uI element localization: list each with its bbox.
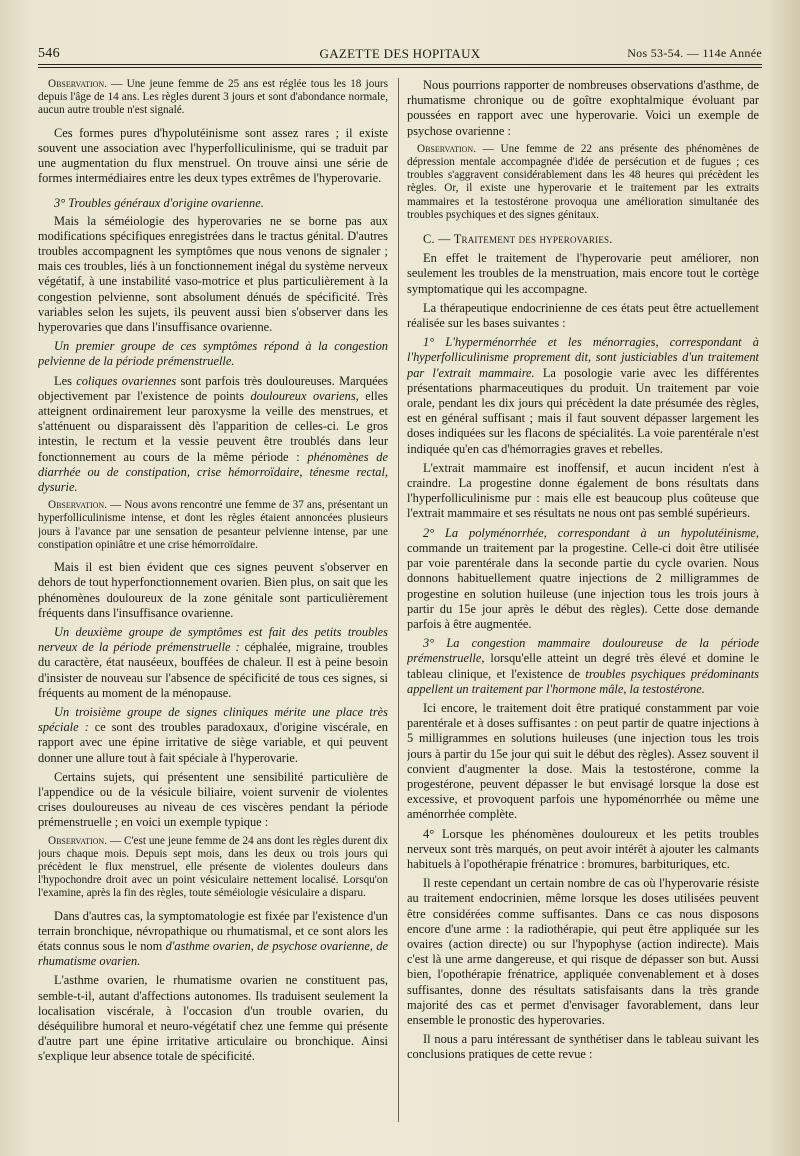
body-paragraph: Certains sujets, qui présentent une sensibilité particulière de l'appendice ou de la vésicule biliaire, voient survenir de violentes crises douloureuses au niveau de ces viscères pendant la période prémenstruelle ; en voici un exemple typique : xyxy=(38,769,388,830)
body-paragraph: Mais il est bien évident que ces signes peuvent s'observer en dehors de tout hyperfonctionnement ovarien. Bien plus, on sait que les phénomènes douloureux de la zone génitale sont particulièrement fréquents dans l'insuffisance ovarienne. xyxy=(38,560,388,620)
italic-text: coliques ovariennes xyxy=(76,373,177,388)
observation-label: Observation. xyxy=(48,834,107,847)
body-paragraph xyxy=(407,526,759,632)
observation-paragraph xyxy=(38,499,388,552)
body-paragraph: En effet le traitement de l'hyperovarie peut améliorer, non seulement les troubles de la menstruation, mais encore tout le cortège symptomatique qui les accompagne. xyxy=(407,251,759,296)
text-run: La posologie varie avec les différentes présentations pharmaceutiques du produit. Un traitement par voie orale, pendant les dix jours qui précèdent la date présumée des règles, est en général suffisant ; mais il faut souvent dépasser largement les doses indiquées sur les flacons de spécialités. La voie parentérale n'est indiquée qu'en cas d'hémorragies graves et rebelles. xyxy=(407,365,759,456)
body-paragraph xyxy=(38,625,388,701)
italic-text: Un premier groupe de ces symptômes répond à la congestion pelvienne de la période prémenstruelle. xyxy=(38,339,388,369)
body-paragraph: Il reste cependant un certain nombre de cas où l'hyperovarie résiste au traitement endocrinien, même lorsque les doses utilisées peuvent être considérées comme suffisantes. Dans ce cas nous disposons encore d'une arme : la radiothérapie, qui peut être appliquée sur les ovaires (action directe) ou sur l'hypophyse (action indirecte). Mais c'est là une arme dangereuse, et qui risque de dépasser son but. Aussi bien, l'opothérapie frénatrice, appliquée convenablement et à doses suffisantes, donne des résultats satisfaisants dans la très grande majorité des cas et permet d'envisager favorablement, dans leur ensemble le pronostic des hyperovaries. xyxy=(407,876,759,1027)
page-header xyxy=(38,42,762,64)
header-rule-thin xyxy=(38,67,762,68)
header-rule xyxy=(38,64,762,65)
body-paragraph xyxy=(38,909,388,970)
observation-label: Observation. xyxy=(48,78,107,90)
text-run: Les xyxy=(54,373,77,388)
body-paragraph: Mais la séméiologie des hyperovaries ne se borne pas aux modifications spécifiques enregistrées dans le tractus génital. D'autres troubles accompagnent les symptômes que nous venons de signaler ; mais ces troubles, liés à un fonctionnement inégal du système nerveux végétatif, à une instabilité vaso-motrice et plus particulièrement à la congestion pelvienne, sont absolument dénués de spécificité. Très variables selon les sujets, ils peuvent aussi bien s'observer dans les hyperovaries que dans l'insuffisance ovarienne. xyxy=(38,213,388,335)
text-run: sont parfois très douloureuses. Marquées objectivement par l'existence de points xyxy=(38,373,388,403)
text-run: lorsqu'elle atteint un degré très élevé et domine le tableau clinique, et l'existence de xyxy=(407,651,759,681)
text-run: Dans d'autres cas, la symptomatologie est fixée par l'existence d'un terrain bronchique, névropathique ou rhumatismal, et ce sont alors les états connus sous le nom xyxy=(38,908,388,953)
observation-label: Observation. xyxy=(48,499,107,512)
italic-text: Un troisième groupe de signes cliniques mérite une place très spéciale : xyxy=(38,704,388,735)
italic-text: douloureux ovariens, xyxy=(250,388,359,403)
body-paragraph xyxy=(38,374,388,496)
italic-text: 1° L'hyperménorrhée et les ménorragies, correspondant à l'hyperfolliculinisme proprement dit, sont justiciables d'un traitement par l'extrait mammaire. xyxy=(407,335,759,380)
italic-text: 2° La polyménorrhée, correspondant à un hypolutéinisme, xyxy=(423,525,759,540)
body-paragraph: 4° Lorsque les phénomènes douloureux et les petits troubles nerveux sont très marqués, on peut avoir intérêt à ajouter les calmants habituels à l'opothérapie frénatrice : bromures, barbituriques, etc. xyxy=(407,826,759,871)
body-paragraph: L'extrait mammaire est inoffensif, et aucun incident n'est à craindre. La progestine donne également de bons résultats dans l'hyperfolliculinisme pur : mais elle est beaucoup plus coûteuse que l'extrait mammaire et ses résultats ne nous ont pas semblé supérieurs. xyxy=(407,460,759,521)
body-paragraph: Il nous a paru intéressant de synthétiser dans le tableau suivant les conclusions pratiques de cette revue : xyxy=(407,1032,759,1062)
text-run: commande un traitement par la progestine. Celle-ci doit être utilisée par voie parentérale dans la seconde partie du cycle ovarien. Nous donnons habituellement quatre injections de 2 milligrammes de progestine en solution huileuse (une injection tous les trois jours à partir du 15e jour après le début des règles). Cette dose demande parfois à être augmentée. xyxy=(407,540,759,631)
body-paragraph: Ces formes pures d'hypolutéinisme sont assez rares ; il existe souvent une association avec l'hyperfolliculinisme, qui se traduit par une augmentation du flux menstruel. On trouve ainsi une série de formes intermédiaires entre les deux types extrêmes de l'hyperovarie. xyxy=(38,125,388,186)
column-divider xyxy=(398,78,399,1122)
body-paragraph: Ici encore, le traitement doit être pratiqué constamment par voie parentérale et à doses suffisantes : on peut partir de quatre injections à 5 milligrammes en solutions huileuses (une injection tous les trois jours à partir du 15e jour qui suit le début des règles). Assez souvent il convient d'augmenter la dose. Mais la testostérone, comme la progestérone, peuvent dépasser le but envisagé lorsque la dose est excessive, et provoquent parfois une hypoménorrhée ou même une aménorrhée complète. xyxy=(407,700,759,822)
section-heading: 3° Troubles généraux d'origine ovarienne. xyxy=(54,196,264,211)
body-paragraph: L'asthme ovarien, le rhumatisme ovarien ne constituent pas, semble-t-il, autant d'affections autonomes. Ils traduisent seulement la localisation viscérale, à l'occasion d'un trouble ovarien, du déséquilibre humoral et neuro-végétatif chez une femme qui présente d'autre part une épine irritative articulaire ou bronchique. Ainsi s'explique leur absence totale de spécificité. xyxy=(38,973,388,1064)
page-number: 546 xyxy=(38,46,60,61)
issue-number: Nos 53-54. — 114e Année xyxy=(627,46,762,60)
observation-paragraph xyxy=(38,835,388,901)
journal-title: GAZETTE DES HOPITAUX xyxy=(319,46,481,61)
body-paragraph: La thérapeutique endocrinienne de ces états peut être actuellement réalisée sur les bases suivantes : xyxy=(407,300,759,331)
section-heading: C. — Traitement des hyperovaries. xyxy=(423,232,613,247)
body-paragraph xyxy=(38,705,388,766)
text-run: ce sont des troubles paradoxaux, d'origine viscérale, en rapport avec une épine irritative de siège variable, et qui peuvent donner une allure tout à fait spéciale à l'hyperovarie. xyxy=(38,720,388,765)
observation-text: — Une jeune femme de 25 ans est réglée tous les 18 jours depuis l'âge de 14 ans. Les règles durent 3 jours et sont d'abondance normale, aucun autre trouble n'est signalé. xyxy=(38,78,388,117)
italic-text: phénomènes de diarrhée ou de constipation, crise hémorroïdaire, ténesme rectal, dysurie. xyxy=(38,449,388,495)
italic-text: Un deuxième groupe de symptômes est fait des petits troubles nerveux de la période prémenstruelle : xyxy=(38,624,388,655)
text-run: céphalée, migraine, troubles du caractère, état nauséeux, bouffées de chaleur. Il est à peine besoin d'insister de nouveau sur l'absence de spécificité de tous ces signes, si fréquents au moment de la ménopause. xyxy=(38,640,388,700)
observation-paragraph xyxy=(38,78,388,118)
observation-text: — Nous avons rencontré une femme de 37 ans, présentant un hyperfolliculinisme intense, et dont les règles étaient annoncées plusieurs jours à l'avance par une sensation de pesanteur pelvienne intense, par une constipation opiniâtre et une crise hémorroïdaire. xyxy=(38,499,388,551)
body-paragraph: Nous pourrions rapporter de nombreuses observations d'asthme, de rhumatisme chronique ou de goître exophtalmique évoluant par poussées en rapport avec une hyperovarie. Voici un exemple de psychose ovarienne : xyxy=(407,78,759,138)
observation-label: Observation. xyxy=(417,142,476,155)
body-paragraph xyxy=(407,636,759,697)
observation-paragraph xyxy=(407,143,759,222)
right-column xyxy=(407,78,759,1136)
text-run: elles atteignent ordinairement leur paroxysme la veille des menstrues, et s'atténuent ou disparaissent dès l'apparition de celles-ci. Le gros intestin, le rectum et la vessie peuvent être troublés dans leur fonctionnement au cours de la même période : xyxy=(38,388,388,464)
italic-text: 3° La congestion mammaire douloureuse de la période prémenstruelle, xyxy=(407,636,759,666)
observation-text: — C'est une jeune femme de 24 ans dont les règles durent dix jours chaque mois. Depuis sept mois, dans les deux ou trois jours qui précèdent le flux menstruel, elle présente de violentes douleurs dans l'hypochondre droit avec un point vésiculaire nettement localisé. Lorsqu'on l'examine, après la fin des règles, toute séméiologie vésiculaire a disparu. xyxy=(38,834,388,900)
italic-text: d'asthme ovarien, de psychose ovarienne, de rhumatisme ovarien. xyxy=(38,938,388,969)
left-column xyxy=(38,78,388,1136)
body-paragraph xyxy=(38,339,388,369)
observation-text: — Une femme de 22 ans présente des phénomènes de dépression mentale accompagnée d'idée de persécution et de fugues ; ces troubles s'aggravent considérablement dans les 48 heures qui précèdent les règles. Or, il existe une hyperovarie et le traitement par les extraits mammaires et la testostérone provoqua une amélioration simultanée des troubles psychiques et des signes génitaux. xyxy=(407,142,759,221)
italic-text: troubles psychiques prédominants appellent un traitement par l'hormone mâle, la testostérone. xyxy=(407,666,759,696)
body-paragraph xyxy=(407,335,759,457)
